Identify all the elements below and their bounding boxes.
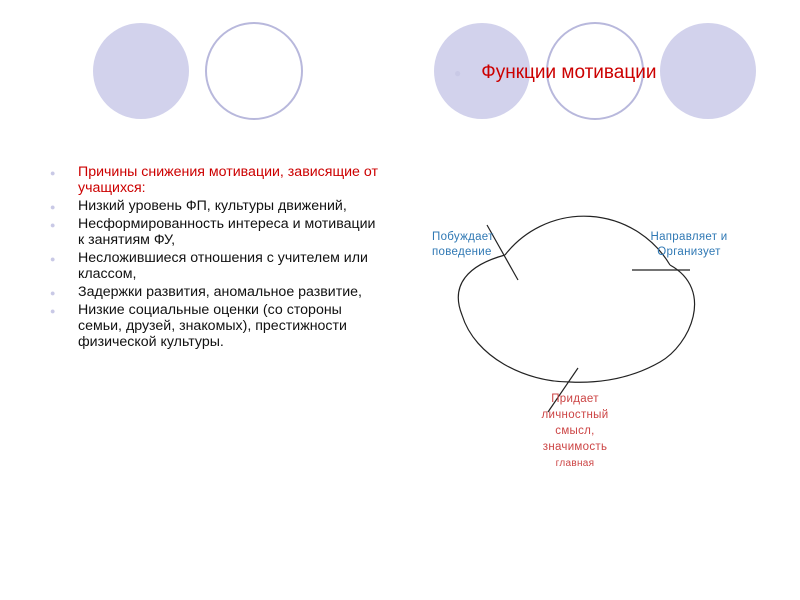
list-item: ● Низкие социальные оценки (со стороны семьи, друзей, знакомых), престижности физической культуры. — [48, 302, 378, 350]
list-item: ● Низкий уровень ФП, культуры движений, — [48, 198, 378, 214]
cycle-arc-right — [570, 265, 695, 382]
slide-title — [454, 62, 656, 84]
label-right-line-2: Организует — [657, 246, 721, 258]
label-bottom-note: главная — [555, 458, 595, 469]
label-bottom — [520, 391, 630, 472]
list-item: ● Несложившиеся отношения с учителем или классом, — [48, 250, 378, 282]
decor-circle-1 — [93, 23, 189, 119]
decor-circle-5 — [660, 23, 756, 119]
list-item: ● Задержки развития, аномальное развитие, — [48, 284, 378, 300]
label-right — [634, 230, 744, 260]
causes-heading: ● Причины снижения мотивации, зависящие от учащихся: — [48, 164, 378, 196]
label-left — [432, 230, 494, 260]
label-bottom-line-2: личностный — [541, 409, 609, 421]
decor-circle-2 — [206, 23, 302, 119]
label-left-line-2: поведение — [432, 246, 492, 258]
causes-list — [48, 164, 378, 352]
label-right-line-1: Направляет и — [650, 231, 728, 243]
label-left-line-1: Побуждает — [432, 231, 494, 243]
label-bottom-line-3: смысл, — [555, 425, 595, 437]
label-bottom-line-1: Придает — [551, 393, 599, 405]
motivation-cycle-diagram — [420, 170, 750, 480]
list-item: ● Несформированность интереса и мотивации к занятиям ФУ, — [48, 216, 378, 248]
title-bullet-icon: ● — [454, 66, 462, 80]
label-bottom-line-4: значимость — [542, 441, 608, 453]
title-text: Функции мотивации — [481, 62, 657, 83]
